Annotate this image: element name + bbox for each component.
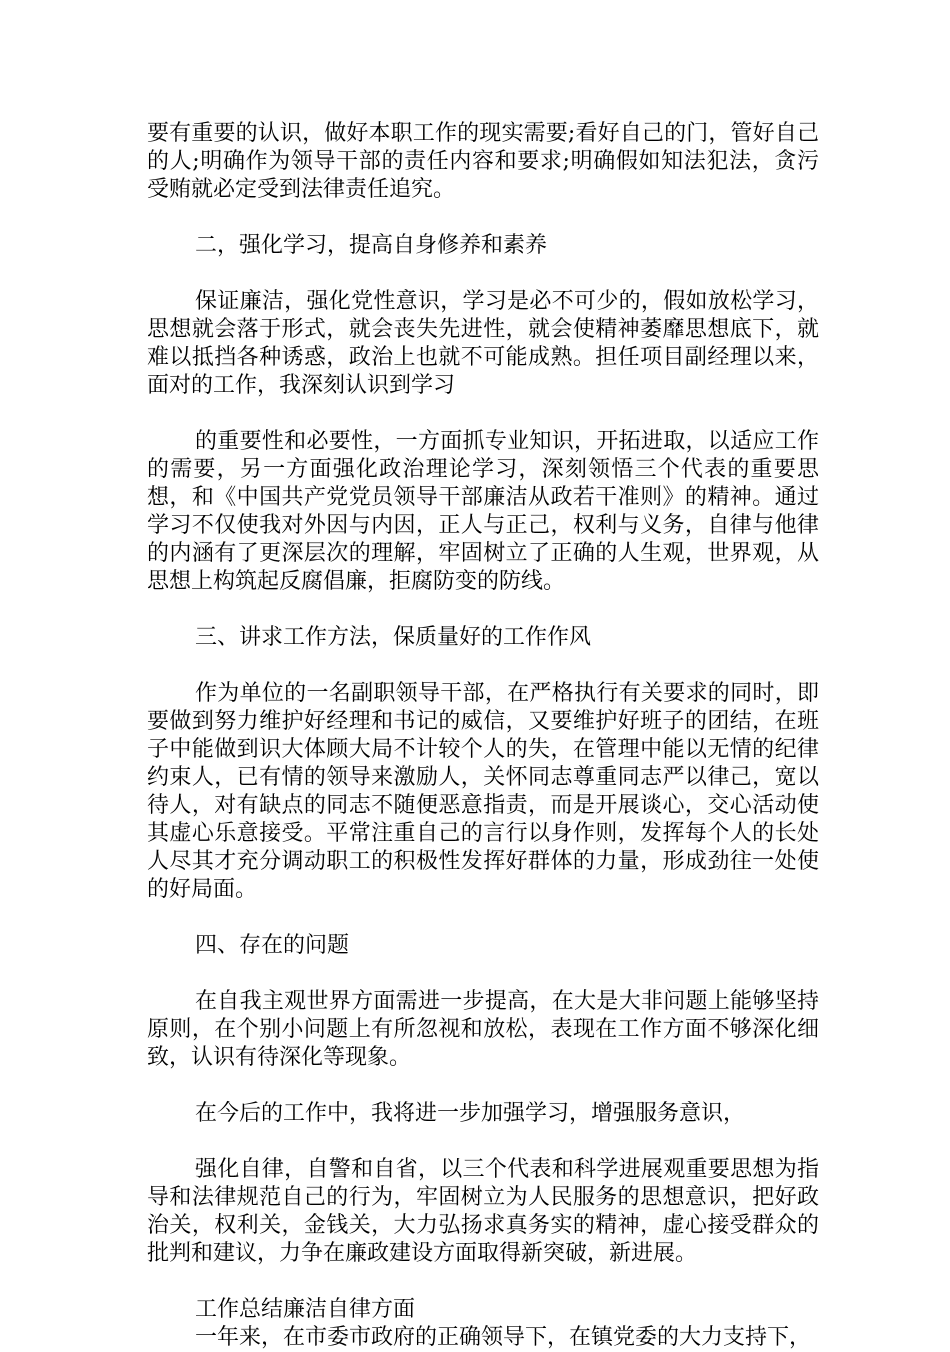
paragraph: 强化自律，自警和自省，以三个代表和科学进展观重要思想为指导和法律规范自己的行为，牢固树立为人民服务的思想意识，把好政治关，权利关，金钱关，大力弘扬求真务实的精神，虚心接受群众的批判和建议，力争在廉政建设方面取得新突破，新进展。 (147, 1157, 819, 1266)
section-title: 工作总结廉洁自律方面 (195, 1297, 416, 1322)
paragraph: 在自我主观世界方面需进一步提高，在大是大非问题上能够坚持原则，在个别小问题上有所忽视和放松，表现在工作方面不够深化细致，认识有待深化等现象。 (147, 989, 819, 1070)
paragraph-continued: 要有重要的认识，做好本职工作的现实需要;看好自己的门，管好自己的人;明确作为领导干部的责任内容和要求;明确假如知法犯法，贪污受贿就必定受到法律责任追究。 (147, 121, 819, 202)
section-heading-2: 二，强化学习，提高自身修养和素养 (195, 233, 548, 258)
paragraph: 作为单位的一名副职领导干部，在严格执行有关要求的同时，即要做到努力维护好经理和书记的威信，又要维护好班子的团结，在班子中能做到识大体顾大局不计较个人的失，在管理中能以无情的纪律约束人，已有情的领导来激励人，关怀同志尊重同志严以律己，宽以待人，对有缺点的同志不随便恶意指责，而是开展谈心，交心活动使其虚心乐意接受。平常注重自己的言行以身作则，发挥每个人的长处人尽其才充分调动职工的积极性发挥好群体的力量，形成劲往一处使的好局面。 (147, 681, 819, 902)
paragraph: 在今后的工作中，我将进一步加强学习，增强服务意识， (195, 1101, 746, 1126)
paragraph: 一年来，在市委市政府的正确领导下，在镇党委的大力支持下， (195, 1325, 812, 1350)
document-page (147, 120, 819, 1352)
paragraph: 保证廉洁，强化党性意识，学习是必不可少的，假如放松学习，思想就会落于形式，就会丧失先进性，就会使精神萎靡思想底下，就难以抵挡各种诱惑，政治上也就不可能成熟。担任项目副经理以来，面对的工作，我深刻认识到学习 (147, 289, 819, 398)
paragraph: 的重要性和必要性，一方面抓专业知识，开拓进取，以适应工作的需要，另一方面强化政治理论学习，深刻领悟三个代表的重要思想，和《中国共产党党员领导干部廉洁从政若干准则》的精神。通过学习不仅使我对外因与内因，正人与正己，权利与义务，自律与他律的内涵有了更深层次的理解，牢固树立了正确的人生观，世界观，从思想上构筑起反腐倡廉，拒腐防变的防线。 (147, 429, 819, 594)
section-heading-3: 三、讲求工作方法，保质量好的工作作风 (195, 625, 592, 650)
section-heading-4: 四、存在的问题 (195, 933, 350, 958)
